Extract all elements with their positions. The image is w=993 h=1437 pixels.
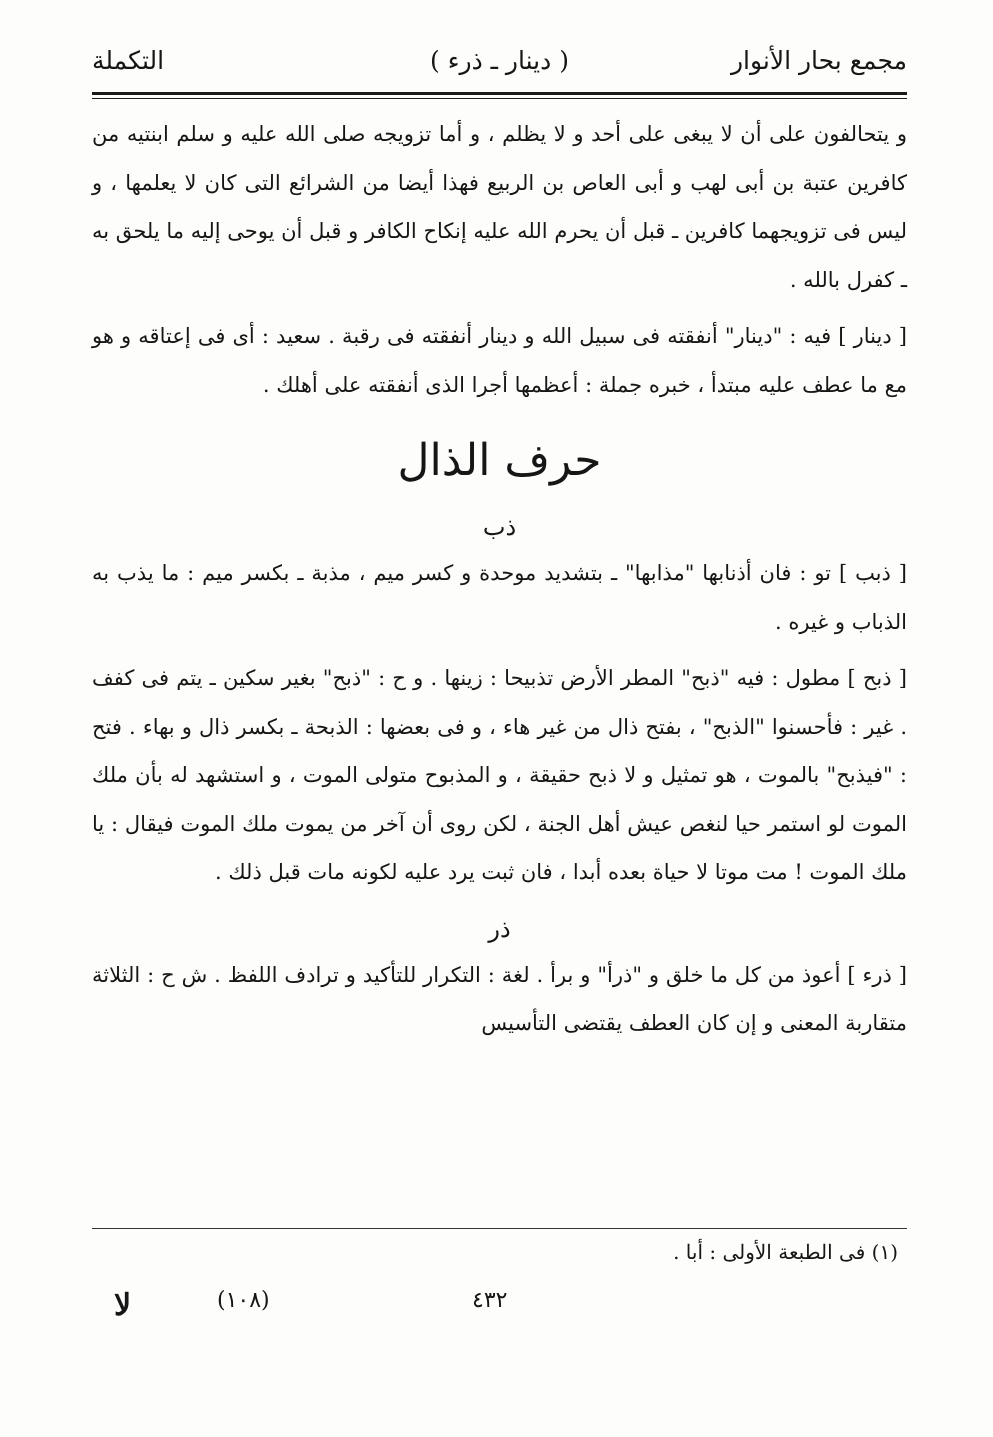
header-section-name: التكملة bbox=[92, 46, 165, 75]
main-text bbox=[92, 110, 907, 1048]
page-footer bbox=[92, 1288, 907, 1328]
section-title-dhb: ذب bbox=[482, 513, 517, 541]
paragraph-continuation: و يتحالفون على أن لا يبغى على أحد و لا يظلم ، و أما تزويجه صلى الله عليه و سلم ابنتيه من كافرين عتبة بن أبى لهب و أبى العاص بن الربيع فهذا أيضا من الشرائع التى كان لا يعلمها ، و ليس فى تزويجهما كافرين ـ قبل أن يحرم الله عليه إنكاح الكافر و قبل أن يوحى إليه ما يلحق به ـ كفرل بالله . bbox=[92, 122, 907, 292]
footer-signature: (١٠٨) bbox=[217, 1288, 270, 1313]
chapter-title: حرف الذال bbox=[397, 435, 602, 486]
paragraph-entry-dhbh: [ ذبح ] مطول : فيه "ذبح" المطر الأرض تذبيحا : زينها . و ح : "ذبح" بغير سكين ـ يتم فى كفف . غير : فأحسنوا "الذبح" ، بفتح ذال من غير هاء ، و فى بعضها : الذبحة ـ بكسر ذال و بهاء . فتح : "فيذبح" بالموت ، هو تمثيل و لا ذبح حقيقة ، و المذبوح متولى الموت ، و استشهد له بأن ملك الموت لو استمر حيا لنغص عيش أهل الجنة ، لكن روى أن آخر من يموت ملك الموت فيقال : يا ملك الموت ! مت موتا لا حياة بعده أبدا ، فان ثبت يرد عليه لكونه مات قبل ذلك . bbox=[92, 666, 907, 884]
header-rule-thin bbox=[92, 98, 907, 99]
section-title-dhr: ذر bbox=[488, 914, 511, 943]
paragraph-entry-dhra: [ ذرء ] أعوذ من كل ما خلق و "ذرأ" و برأ . لغة : التكرار للتأكيد و ترادف اللفظ . ش ح : الثلاثة متقاربة المعنى و إن كان العطف يقتضى التأسيس bbox=[92, 962, 907, 1035]
header-rule-thick bbox=[92, 92, 907, 95]
header-book-title: مجمع بحار الأنوار bbox=[730, 46, 907, 75]
footer-mark: لا bbox=[114, 1288, 132, 1323]
header-entry-range: ( دينار ـ ذرء ) bbox=[430, 46, 569, 75]
footnote-rule bbox=[92, 1228, 907, 1229]
footnote: (١) فى الطبعة الأولى : أبا . bbox=[673, 1240, 898, 1264]
paragraph-entry-dinar: [ دينار ] فيه : "دينار" أنفقته فى سبيل الله و دينار أنفقته فى رقبة . سعيد : أى فى إعتاقه و هو مع ما عطف عليه مبتدأ ، خبره جملة : أعظمها أجرا الذى أنفقته على أهلك . bbox=[92, 324, 907, 397]
paragraph-entry-dhbb: [ ذبب ] تو : فان أذنابها "مذابها" ـ بتشديد موحدة و كسر ميم ، مذبة ـ بكسر ميم : ما يذب به الذباب و غيره . bbox=[92, 561, 907, 634]
page-number: ٤٣٢ bbox=[472, 1288, 508, 1313]
running-header bbox=[92, 40, 907, 88]
